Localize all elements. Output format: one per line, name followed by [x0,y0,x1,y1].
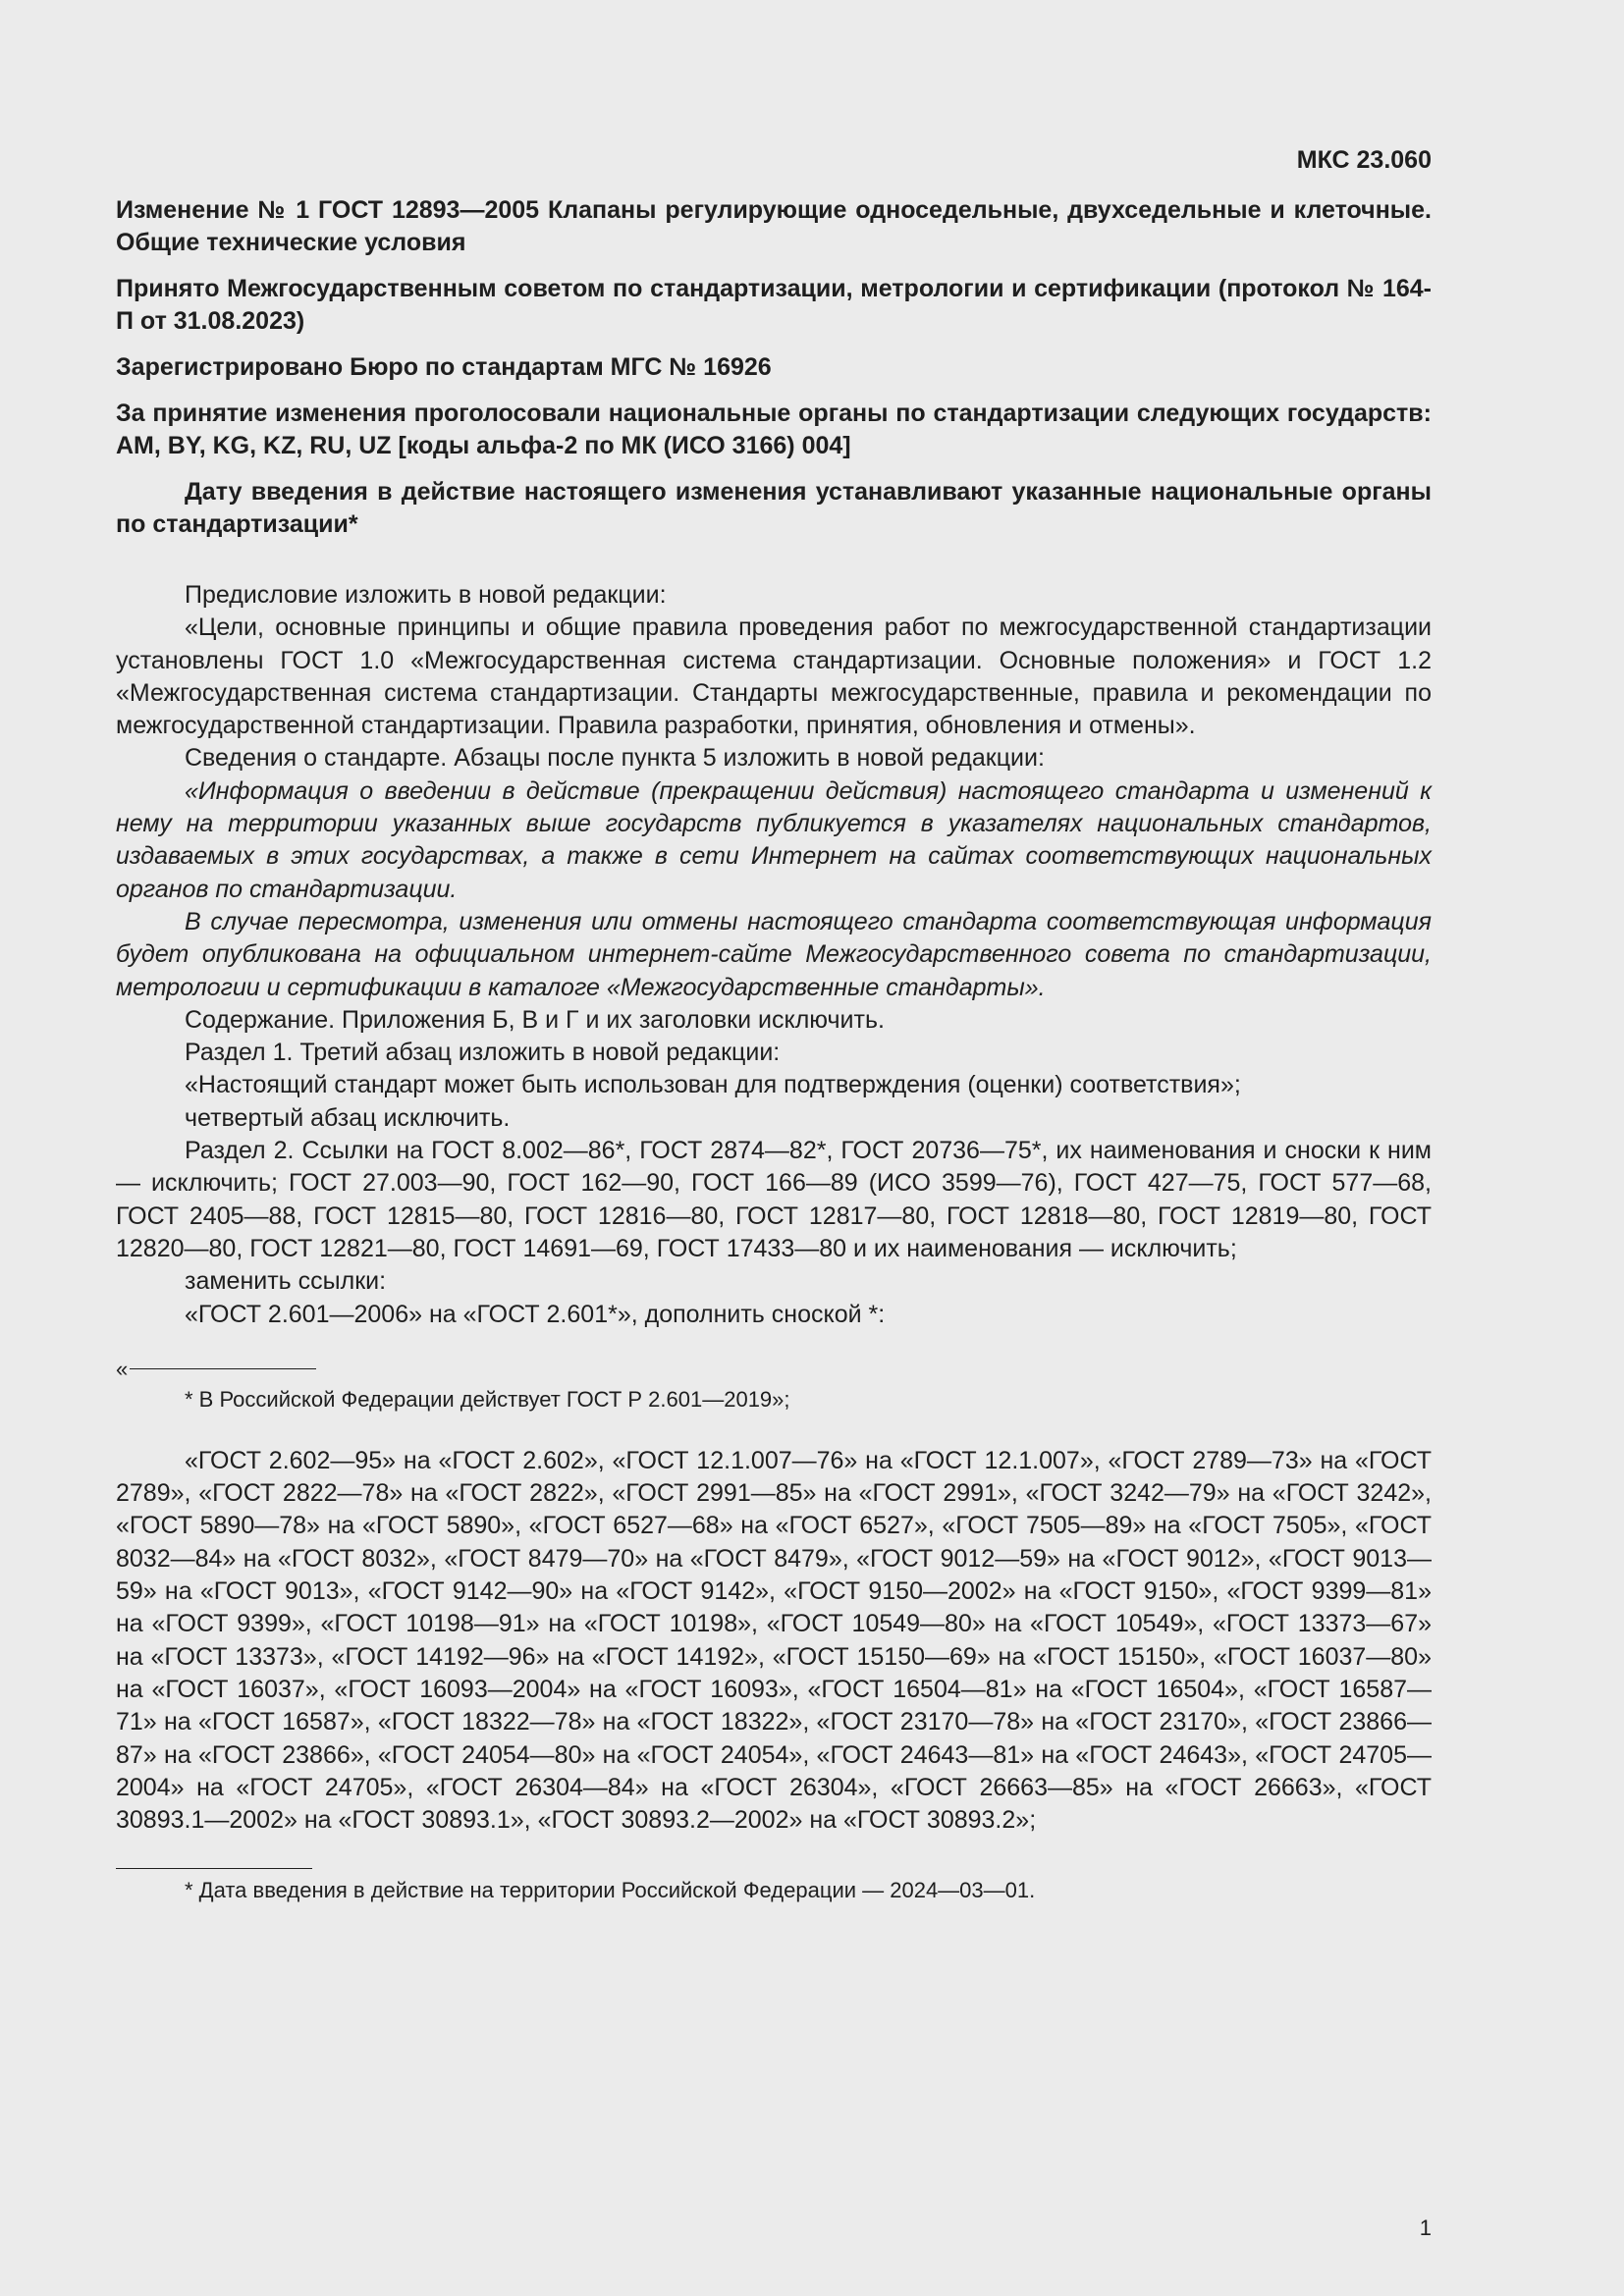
paragraph-contents: Содержание. Приложения Б, В и Г и их заголовки исключить. [185,1005,885,1034]
amendment-body [116,579,1432,1904]
paragraph-gost-replacements: «ГОСТ 2.602—95» на «ГОСТ 2.602», «ГОСТ 12.1.007—76» на «ГОСТ 12.1.007», «ГОСТ 2789—73» на «ГОСТ 2789», «ГОСТ 2822—78» на «ГОСТ 2822», «ГОСТ 2991—85» на «ГОСТ 2991», «ГОСТ 3242—79» на «ГОСТ 3242», «ГОСТ 5890—78» на «ГОСТ 5890», «ГОСТ 6527—68» на «ГОСТ 6527», «ГОСТ 7505—89» на «ГОСТ 7505», «ГОСТ 8032—84» на «ГОСТ 8032», «ГОСТ 8479—70» на «ГОСТ 8479», «ГОСТ 9012—59» на «ГОСТ 9012», «ГОСТ 9013—59» на «ГОСТ 9013», «ГОСТ 9142—90» на «ГОСТ 9142», «ГОСТ 9150—2002» на «ГОСТ 9150», «ГОСТ 9399—81» на «ГОСТ 9399», «ГОСТ 10198—91» на «ГОСТ 10198», «ГОСТ 10549—80» на «ГОСТ 10549», «ГОСТ 13373—67» на «ГОСТ 13373», «ГОСТ 14192—96» на «ГОСТ 14192», «ГОСТ 15150—69» на «ГОСТ 15150», «ГОСТ 16037—80» на «ГОСТ 16037», «ГОСТ 16093—2004» на «ГОСТ 16093», «ГОСТ 16504—81» на «ГОСТ 16504», «ГОСТ 16587—71» на «ГОСТ 16587», «ГОСТ 18322—78» на «ГОСТ 18322», «ГОСТ 23170—78» на «ГОСТ 23170», «ГОСТ 23866—87» на «ГОСТ 23866», «ГОСТ 24054—80» на «ГОСТ 24054», «ГОСТ 24643—81» на «ГОСТ 24643», «ГОСТ 24705—2004» на «ГОСТ 24705», «ГОСТ 26304—84» на «ГОСТ 26304», «ГОСТ 26663—85» на «ГОСТ 26663», «ГОСТ 30893.1—2002» на «ГОСТ 30893.1», «ГОСТ 30893.2—2002» на «ГОСТ 30893.2»; [116,1446,1432,1835]
amendment-title: Изменение № 1 ГОСТ 12893—2005 Клапаны регулирующие односедельные, двухседельные и клеточные. Общие технические условия [116,196,1432,256]
adopted-statement: Принято Межгосударственным советом по стандартизации, метрологии и сертификации (протокол № 164-П от 31.08.2023) [116,275,1432,335]
inline-footnote-block [116,1356,1432,1414]
paragraph-fourth-abstract: четвертый абзац исключить. [185,1103,511,1132]
paragraph-info-italic-2: В случае пересмотра, изменения или отмены настоящего стандарта соответствующая информация будет опубликована на официальном интернет-сайте Межгосударственного совета по стандартизации, метрологии и сертификации в каталоге «Межгосударственные стандарты». [116,907,1432,1001]
paragraph-foreword-text: «Цели, основные принципы и общие правила проведения работ по межгосударственной стандартизации установлены ГОСТ 1.0 «Межгосударственная система стандартизации. Основные положения» и ГОСТ 1.2 «Межгосударственная система стандартизации. Стандарты межгосударственные, правила и рекомендации по межгосударственной стандартизации. Правила разработки, принятия, обновления и отмены». [116,614,1432,740]
opening-quote: « [116,1356,129,1381]
paragraph-standard-info: Сведения о стандарте. Абзацы после пункта 5 изложить в новой редакции: [185,744,1045,773]
mks-code: МКС 23.060 [1296,146,1432,174]
voting-statement: За принятие изменения проголосовали национальные органы по стандартизации следующих государств: AM, BY, KG, KZ, RU, UZ [коды альфа-2 по МК (ИСО 3166) 004] [116,400,1432,459]
paragraph-foreword: Предисловие изложить в новой редакции: [185,581,667,609]
page-number: 1 [1419,2216,1432,2240]
page-footnote-rule [116,1868,312,1869]
inline-footnote-text: * В Российской Федерации действует ГОСТ Р 2.601—2019»; [185,1386,790,1412]
footnote-rule [130,1368,316,1369]
page-footnote-text: * Дата введения в действие на территории Российской Федерации — 2024—03—01. [185,1878,1036,1903]
document-page [116,145,1432,2240]
paragraph-section-1: Раздел 1. Третий абзац изложить в новой редакции: [185,1039,781,1067]
effective-date-note: Дату введения в действие настоящего изменения устанавливают указанные национальные органы по стандартизации* [116,478,1432,538]
paragraph-replace-refs: заменить ссылки: [185,1267,387,1296]
inline-footnote-separator [116,1356,1432,1381]
paragraph-section-1-quote: «Настоящий стандарт может быть использован для подтверждения (оценки) соответствия»; [185,1071,1241,1099]
paragraph-section-2: Раздел 2. Ссылки на ГОСТ 8.002—86*, ГОСТ 2874—82*, ГОСТ 20736—75*, их наименования и сноски к ним — исключить; ГОСТ 27.003—90, ГОСТ 162—90, ГОСТ 166—89 (ИСО 3599—76), ГОСТ 427—75, ГОСТ 577—68, ГОСТ 2405—88, ГОСТ 12815—80, ГОСТ 12816—80, ГОСТ 12817—80, ГОСТ 12818—80, ГОСТ 12819—80, ГОСТ 12820—80, ГОСТ 12821—80, ГОСТ 14691—69, ГОСТ 17433—80 и их наименования — исключить; [116,1137,1432,1262]
paragraph-gost-2601: «ГОСТ 2.601—2006» на «ГОСТ 2.601*», дополнить сноской *: [185,1300,886,1328]
registration-statement: Зарегистрировано Бюро по стандартам МГС № 16926 [116,353,772,381]
paragraph-info-italic-1: «Информация о введении в действие (прекращении действия) настоящего стандарта и изменений к нему на территории указанных выше государств публикуется в указателях национальных стандартов, издаваемых в этих государствах, а также в сети Интернет на сайтах соответствующих национальных органов по стандартизации. [116,776,1432,903]
